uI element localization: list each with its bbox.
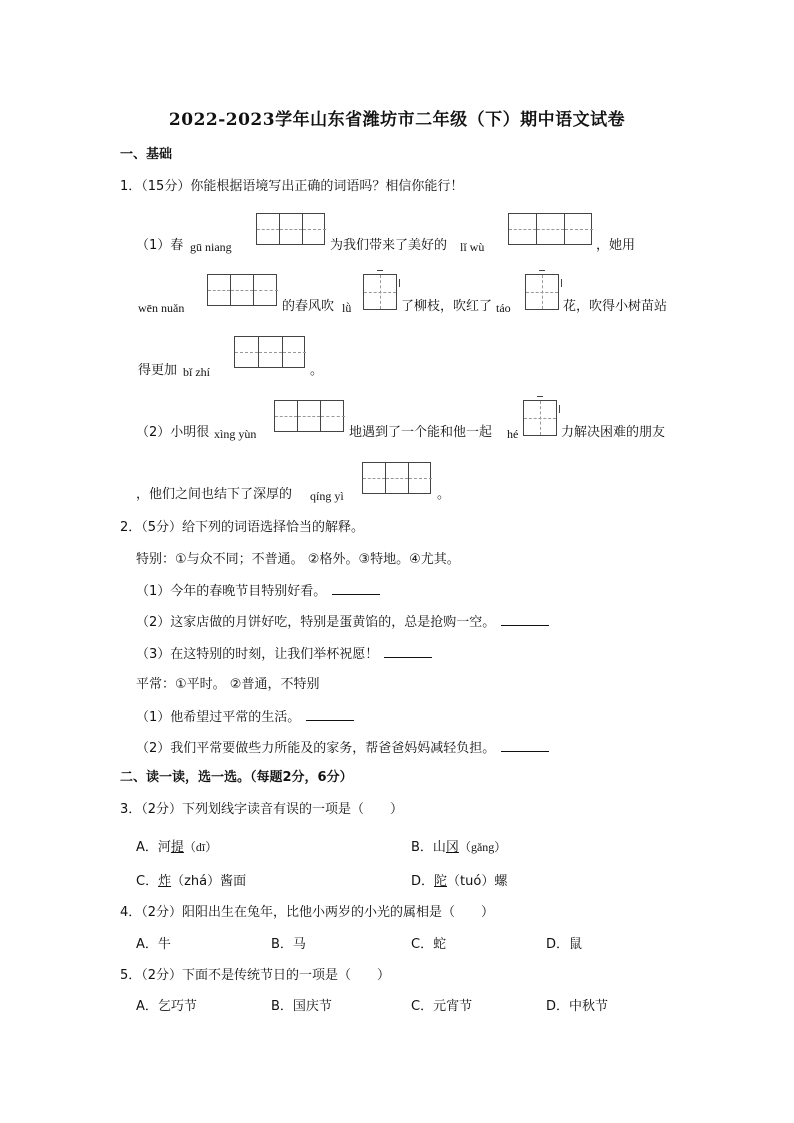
q3-option-b[interactable]: B．山冈（gǎng）: [411, 840, 507, 855]
answer-grid-guniang[interactable]: [256, 213, 325, 245]
answer-grid-wennuan[interactable]: [207, 274, 277, 306]
question-4-stem: 4．（2分）阳阳出生在兔年，比他小两岁的小光的属相是（ ）: [120, 905, 495, 920]
answer-box-tao[interactable]: [525, 274, 559, 310]
q1-text-7: 。: [310, 363, 324, 378]
q1-text-8: 地遇到了一个能和他一起: [349, 425, 493, 440]
q3-option-c[interactable]: C．炸（zhá）酱面: [136, 874, 247, 889]
q1-part2-label: （2）小明很: [136, 425, 210, 440]
tebie-item-3: （3）在这特别的时刻，让我们举杯祝愿！: [136, 645, 432, 664]
tebie-item-1: （1）今年的春晚节目特别好看。: [136, 582, 380, 601]
question-3-stem: 3．（2分）下列划线字读音有误的一项是（ ）: [120, 802, 404, 817]
q4-option-a[interactable]: A．牛: [136, 937, 171, 952]
q1-text-5: 花，吹得小树苗站: [563, 299, 668, 314]
pingchang-item-2: （2）我们平常要做些力所能及的家务，帮爸爸妈妈减轻负担。: [136, 739, 549, 758]
q1-text-9: 力解决困难的朋友: [561, 425, 666, 440]
q1-text-10: ，他们之间也结下了深厚的: [136, 487, 293, 502]
answer-grid-bizhi[interactable]: [234, 336, 305, 368]
q5-option-b[interactable]: B．国庆节: [271, 999, 332, 1014]
q1-text-11: 。: [437, 487, 451, 502]
q3-option-d[interactable]: D．陀（tuó）螺: [411, 874, 508, 889]
pinyin-he: hé: [507, 427, 519, 441]
answer-blank[interactable]: [501, 613, 549, 626]
q4-option-b[interactable]: B．马: [271, 937, 306, 952]
q1-part1-label: （1）春: [136, 238, 184, 253]
tebie-definitions: 特别：①与众不同；不普通。 ②格外。③特地。④尤其。: [136, 552, 460, 567]
question-5-stem: 5．（2分）下面不是传统节日的一项是（ ）: [120, 968, 391, 983]
pinyin-lv: lǜ: [342, 301, 352, 315]
q1-text-1: 为我们带来了美好的: [330, 238, 448, 253]
answer-blank[interactable]: [332, 582, 380, 595]
q5-option-c[interactable]: C．元宵节: [411, 999, 473, 1014]
pinyin-wennuan: wēn nuǎn: [138, 301, 185, 315]
pinyin-xingyun: xìng yùn: [214, 427, 257, 441]
q4-option-c[interactable]: C．蛇: [411, 937, 447, 952]
q5-option-d[interactable]: D．中秋节: [546, 999, 609, 1014]
answer-blank[interactable]: [501, 739, 549, 752]
q4-option-d[interactable]: D．鼠: [546, 937, 583, 952]
pingchang-item-1: （1）他希望过平常的生活。: [136, 708, 354, 727]
section-heading-reading: 二、读一读，选一选。（每题2分，6分）: [120, 770, 353, 785]
pinyin-guniang: gū niang: [190, 240, 232, 254]
pinyin-bizhi: bǐ zhí: [183, 365, 210, 379]
pingchang-definitions: 平常：①平时。 ②普通，不特别: [136, 677, 320, 692]
section-heading-basics: 一、基础: [120, 147, 173, 162]
page-title: 2022-2023学年山东省潍坊市二年级（下）期中语文试卷: [168, 110, 626, 130]
pinyin-liwu: lǐ wù: [460, 240, 485, 254]
answer-box-lv[interactable]: [363, 274, 397, 310]
q1-text-4: 了柳枝，吹红了: [401, 299, 493, 314]
answer-grid-liwu[interactable]: [508, 213, 592, 245]
answer-blank[interactable]: [384, 645, 432, 658]
question-1-stem: 1．（15分）你能根据语境写出正确的词语吗？相信你能行！: [120, 179, 464, 194]
q5-option-a[interactable]: A．乞巧节: [136, 999, 197, 1014]
answer-grid-xingyun[interactable]: [274, 400, 344, 432]
answer-box-he[interactable]: [523, 400, 557, 436]
q1-text-6: 得更加: [138, 363, 178, 378]
answer-blank[interactable]: [306, 708, 354, 721]
q1-text-2: ，她用: [596, 238, 636, 253]
answer-grid-qingyi[interactable]: [362, 462, 431, 494]
q1-text-3: 的春风吹: [282, 299, 335, 314]
tebie-item-2: （2）这家店做的月饼好吃，特别是蛋黄馅的，总是抢购一空。: [136, 613, 549, 632]
question-2-stem: 2．（5分）给下列的词语选择恰当的解释。: [120, 520, 365, 535]
pinyin-qingyi: qíng yì: [310, 489, 344, 503]
q3-option-a[interactable]: A．河提（dī）: [136, 840, 218, 855]
pinyin-tao: táo: [496, 301, 511, 315]
